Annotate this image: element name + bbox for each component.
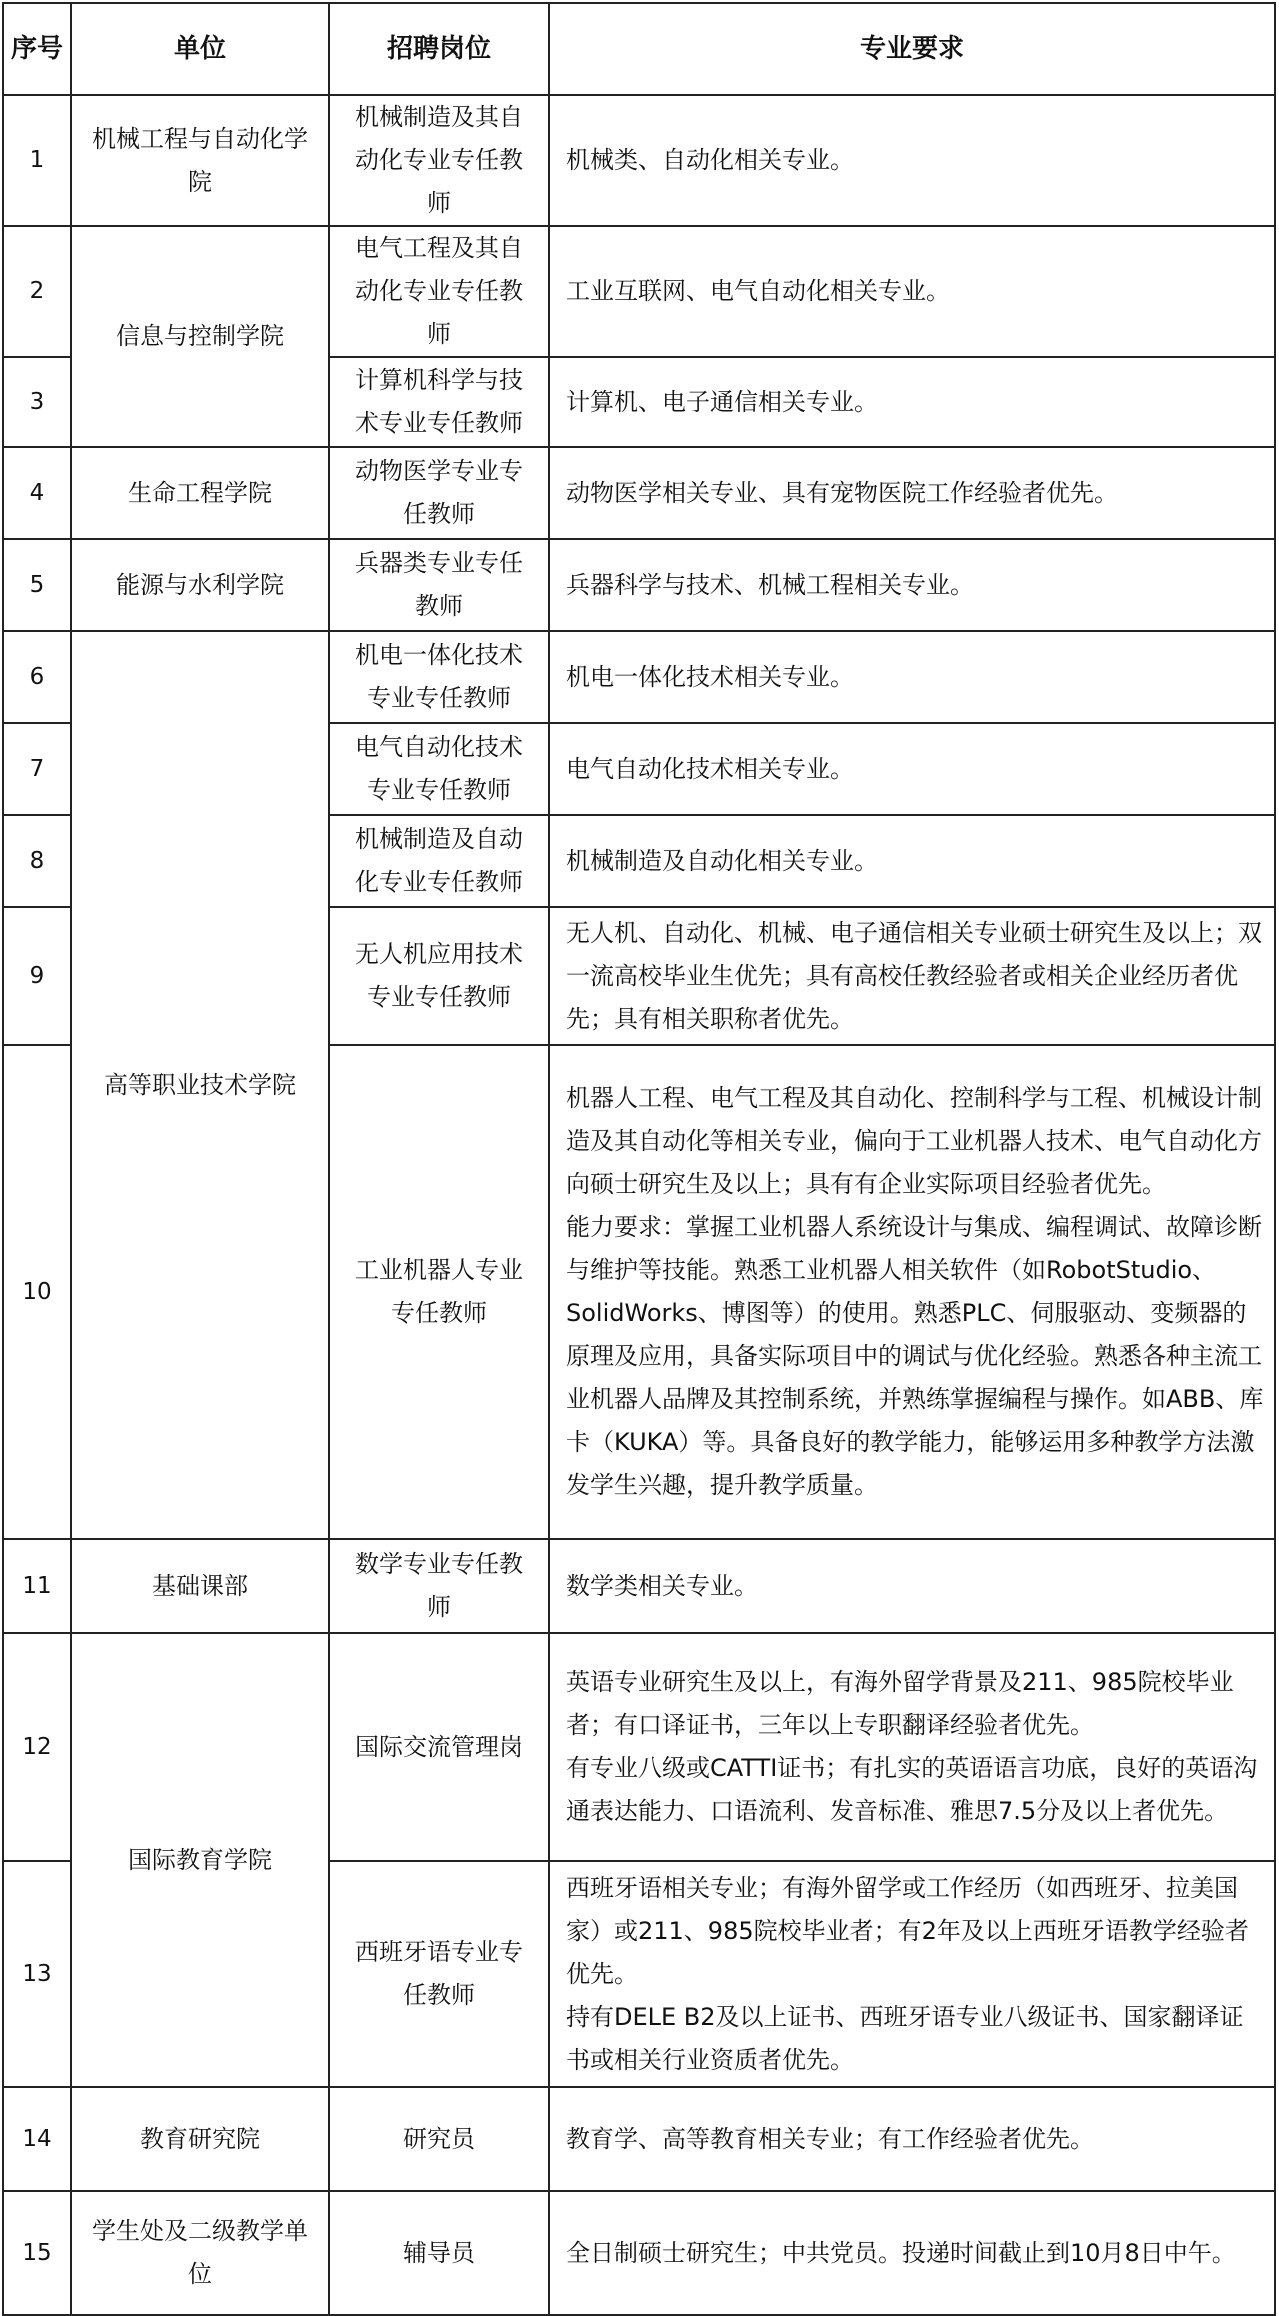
requirement-text: 机械类、自动化相关专业。 bbox=[566, 146, 854, 174]
row-seq: 8 bbox=[3, 815, 71, 907]
row-unit: 机械工程与自动化学院 bbox=[71, 95, 329, 226]
table-header-row bbox=[3, 3, 1275, 95]
requirement-text: 兵器科学与技术、机械工程相关专业。 bbox=[566, 570, 974, 599]
row-unit: 教育研究院 bbox=[71, 2087, 329, 2191]
requirement-text: 工业互联网、电气自动化相关专业。 bbox=[566, 277, 950, 305]
row-seq: 5 bbox=[3, 539, 71, 631]
table-row bbox=[3, 1539, 1275, 1633]
requirement-text: 机械制造及自动化相关专业。 bbox=[566, 846, 878, 875]
header-seq: 序号 bbox=[3, 3, 71, 95]
row-requirements bbox=[549, 815, 1275, 907]
row-unit: 基础课部 bbox=[71, 1539, 329, 1633]
row-post: 西班牙语专业专任教师 bbox=[329, 1861, 549, 2087]
requirement-text: 英语专业研究生及以上，有海外留学背景及211、985院校毕业者；有口译证书，三年以上专职翻译经验者优先。 bbox=[566, 1668, 1234, 1739]
row-post: 机械制造及自动化专业专任教师 bbox=[329, 815, 549, 907]
header-requirements: 专业要求 bbox=[549, 3, 1275, 95]
row-seq: 11 bbox=[3, 1539, 71, 1633]
requirement-text: 机器人工程、电气工程及其自动化、控制科学与工程、机械设计制造及其自动化等相关专业，偏向于工业机器人技术、电气自动化方向硕士研究生及以上；具有有企业实际项目经验者优先。 bbox=[566, 1084, 1262, 1198]
row-seq: 14 bbox=[3, 2087, 71, 2191]
row-unit: 能源与水利学院 bbox=[71, 539, 329, 631]
requirement-text: 西班牙语相关专业；有海外留学或工作经历（如西班牙、拉美国家）或211、985院校毕业者；有2年及以上西班牙语教学经验者优先。 bbox=[566, 1873, 1249, 1988]
row-seq: 1 bbox=[3, 95, 71, 226]
row-seq: 2 bbox=[3, 226, 71, 357]
row-requirements bbox=[549, 1045, 1275, 1539]
table-row bbox=[3, 95, 1275, 226]
row-unit: 高等职业技术学院 bbox=[71, 631, 329, 1539]
row-post: 无人机应用技术专业专任教师 bbox=[329, 907, 549, 1045]
row-unit: 生命工程学院 bbox=[71, 447, 329, 539]
row-requirements bbox=[549, 447, 1275, 539]
row-requirements bbox=[549, 1861, 1275, 2087]
row-seq: 3 bbox=[3, 357, 71, 447]
requirement-text: 电气自动化技术相关专业。 bbox=[566, 754, 854, 783]
table-row bbox=[3, 631, 1275, 723]
row-requirements bbox=[549, 2087, 1275, 2191]
table-row bbox=[3, 2191, 1275, 2315]
row-seq: 15 bbox=[3, 2191, 71, 2315]
row-unit: 学生处及二级教学单位 bbox=[71, 2191, 329, 2315]
row-seq: 9 bbox=[3, 907, 71, 1045]
row-post: 计算机科学与技术专业专任教师 bbox=[329, 357, 549, 447]
row-post: 动物医学专业专任教师 bbox=[329, 447, 549, 539]
row-requirements bbox=[549, 1633, 1275, 1861]
row-seq: 4 bbox=[3, 447, 71, 539]
row-unit: 信息与控制学院 bbox=[71, 226, 329, 447]
row-post: 机电一体化技术专业专任教师 bbox=[329, 631, 549, 723]
table-row bbox=[3, 539, 1275, 631]
header-unit: 单位 bbox=[71, 3, 329, 95]
requirement-text: 机电一体化技术相关专业。 bbox=[566, 662, 854, 691]
row-seq: 12 bbox=[3, 1633, 71, 1861]
row-requirements bbox=[549, 357, 1275, 447]
row-post: 电气工程及其自动化专业专任教师 bbox=[329, 226, 549, 357]
row-requirements bbox=[549, 226, 1275, 357]
row-requirements bbox=[549, 2191, 1275, 2315]
row-requirements bbox=[549, 539, 1275, 631]
table-row bbox=[3, 447, 1275, 539]
row-requirements bbox=[549, 1539, 1275, 1633]
requirement-text: 持有DELE B2及以上证书、西班牙语专业八级证书、国家翻译证书或相关行业资质者优先。 bbox=[566, 2002, 1244, 2074]
row-seq: 7 bbox=[3, 723, 71, 815]
row-requirements bbox=[549, 95, 1275, 226]
row-seq: 13 bbox=[3, 1861, 71, 2087]
row-requirements bbox=[549, 723, 1275, 815]
header-post: 招聘岗位 bbox=[329, 3, 549, 95]
requirement-text: 有专业八级或CATTI证书；有扎实的英语语言功底，良好的英语沟通表达能力、口语流利、发音标准、雅思7.5分及以上者优先。 bbox=[566, 1754, 1258, 1825]
table-row bbox=[3, 226, 1275, 357]
requirement-text: 无人机、自动化、机械、电子通信相关专业硕士研究生及以上；双一流高校毕业生优先；具有高校任教经验者或相关企业经历者优先；具有相关职称者优先。 bbox=[566, 918, 1262, 1033]
row-post: 国际交流管理岗 bbox=[329, 1633, 549, 1861]
row-post: 研究员 bbox=[329, 2087, 549, 2191]
row-post: 机械制造及其自动化专业专任教师 bbox=[329, 95, 549, 226]
recruitment-table bbox=[2, 2, 1276, 2316]
requirement-text: 全日制硕士研究生；中共党员。投递时间截止到10月8日中午。 bbox=[566, 2238, 1236, 2267]
requirement-text: 计算机、电子通信相关专业。 bbox=[566, 387, 878, 416]
row-post: 工业机器人专业专任教师 bbox=[329, 1045, 549, 1539]
row-requirements bbox=[549, 631, 1275, 723]
row-post: 数学专业专任教师 bbox=[329, 1539, 549, 1633]
requirement-text: 动物医学相关专业、具有宠物医院工作经验者优先。 bbox=[566, 478, 1118, 507]
row-post: 辅导员 bbox=[329, 2191, 549, 2315]
row-post: 兵器类专业专任教师 bbox=[329, 539, 549, 631]
row-unit: 国际教育学院 bbox=[71, 1633, 329, 2087]
row-requirements bbox=[549, 907, 1275, 1045]
requirement-text: 数学类相关专业。 bbox=[566, 1571, 758, 1600]
table-row bbox=[3, 1633, 1275, 1861]
table-row bbox=[3, 2087, 1275, 2191]
requirement-text: 教育学、高等教育相关专业；有工作经验者优先。 bbox=[566, 2124, 1094, 2153]
requirement-text: 能力要求：掌握工业机器人系统设计与集成、编程调试、故障诊断与维护等技能。熟悉工业机器人相关软件（如RobotStudio、SolidWorks、博图等）的使用。熟悉PLC、伺服驱动、变频器的原理及应用，具备实际项目中的调试与优化经验。熟悉各种主流工业机器人品牌及其控制系统，并熟练掌握编程与操作。如ABB、库卡（KUKA）等。具备良好的教学能力，能够运用多种教学方法激发学生兴趣，提升教学质量。 bbox=[566, 1213, 1264, 1499]
row-seq: 10 bbox=[3, 1045, 71, 1539]
row-post: 电气自动化技术专业专任教师 bbox=[329, 723, 549, 815]
row-seq: 6 bbox=[3, 631, 71, 723]
